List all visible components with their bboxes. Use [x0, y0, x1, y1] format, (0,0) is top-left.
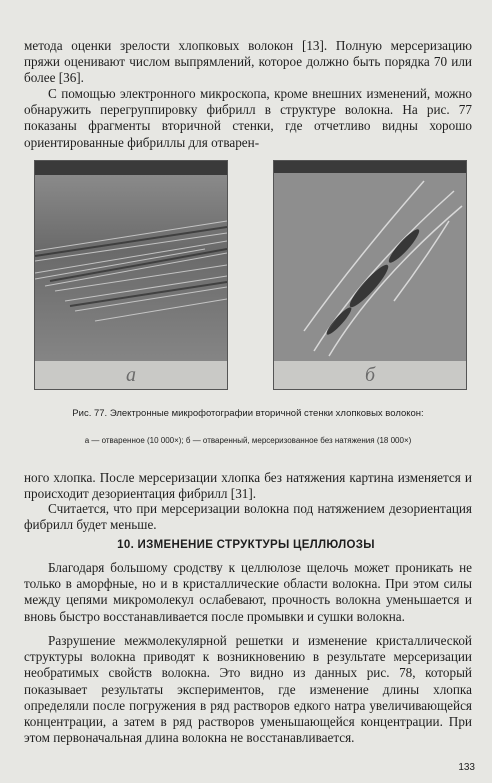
figure-caption: Рис. 77. Электронные микрофотографии вторичной стенки хлопковых волокон: — [72, 408, 424, 419]
paragraph-crystal-structure: Разрушение межмолекулярной решетки и изменение кристаллической структуры волокна приводят к возникновению в результате мерсеризации необратимых свойств волокна. Это видно из данных рис. 78, который показывает результаты экспериментов, где изменение длины хлопка определяли после погружения в ряд растворов едкого натра увеличивающейся концентрации, а затем в ряд растворов уменьшающейся концентрации. При этом первоначальная длина волокна не восстанавливается. — [24, 633, 472, 746]
figure-caption-legend: а — отваренное (10 000×); б — отваренный, мерсеризованное без натяжения (18 000×) — [84, 436, 412, 445]
micrograph-boiled-cotton — [34, 160, 228, 390]
paragraph-tension: Считается, что при мерсеризации волокна под натяжением дезориентация фибрилл будет меньше. — [24, 501, 472, 533]
section-heading: 10. ИЗМЕНЕНИЕ СТРУКТУРЫ ЦЕЛЛЮЛОЗЫ — [117, 539, 375, 551]
paragraph-alkali-penetration: Благодаря большому сродству к целлюлозе щелочь может проникать не только в аморфные, но и в кристаллические области волокна. При этом силы между цепями микромолекул ослабевают, прочность волокна уменьшается и вновь быстро восстанавливается после промывки и сушки волокна. — [24, 560, 472, 624]
micrograph-a-image — [35, 161, 227, 361]
paragraph-maturity-method: метода оценки зрелости хлопковых волокон [13]. Полную мерсеризацию пряжи оценивают числом выпрямлений, которое должно быть порядка 70 или более [36]. — [24, 38, 472, 86]
page-number: 133 — [458, 762, 475, 773]
paragraph-fibril-disorientation: ного хлопка. После мерсеризации хлопка без натяжения картина изменяется и происходит дезориентация фибрилл [31]. — [24, 470, 472, 502]
panel-b-label: б — [274, 361, 466, 389]
paragraph-electron-microscope: С помощью электронного микроскопа, кроме внешних изменений, можно обнаружить перегруппировку фибрилл в структуре волокна. На рис. 77 показаны фрагменты вторичной стенки, где отчетливо видны хорошо ориентированные фибриллы для отварен- — [24, 86, 472, 150]
micrograph-b-image — [274, 161, 466, 361]
panel-a-label: а — [35, 361, 227, 389]
micrograph-mercerized-cotton — [273, 160, 467, 390]
